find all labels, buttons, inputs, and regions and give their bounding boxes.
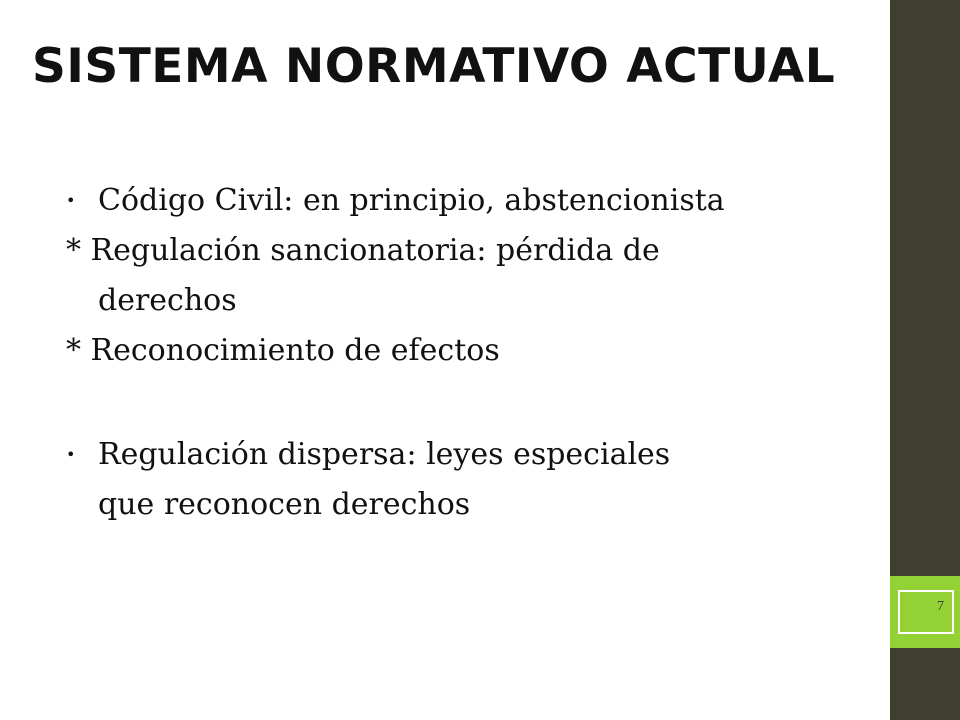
sub-item-reconocimiento: * Reconocimiento de efectos bbox=[66, 333, 500, 368]
sub-item-continuation: derechos bbox=[98, 283, 237, 318]
bullet-item-codigo-civil bbox=[66, 176, 876, 226]
sub-item-regulacion-sancionatoria: * Regulación sancionatoria: pérdida de bbox=[66, 233, 660, 268]
bullet-icon: • bbox=[66, 445, 76, 464]
bullet-icon: • bbox=[66, 191, 76, 210]
bullet-item-regulacion-dispersa bbox=[66, 430, 876, 480]
spacer bbox=[66, 376, 876, 430]
bullet-continuation: que reconocen derechos bbox=[98, 487, 471, 522]
bullet-text: Código Civil: en principio, abstencionista bbox=[98, 183, 725, 218]
bullet-text: Regulación dispersa: leyes especiales bbox=[98, 437, 671, 472]
page-number: 7 bbox=[937, 599, 944, 614]
slide-title: SISTEMA NORMATIVO ACTUAL bbox=[32, 39, 836, 94]
page-number-frame bbox=[898, 590, 954, 634]
slide-body bbox=[66, 176, 876, 530]
